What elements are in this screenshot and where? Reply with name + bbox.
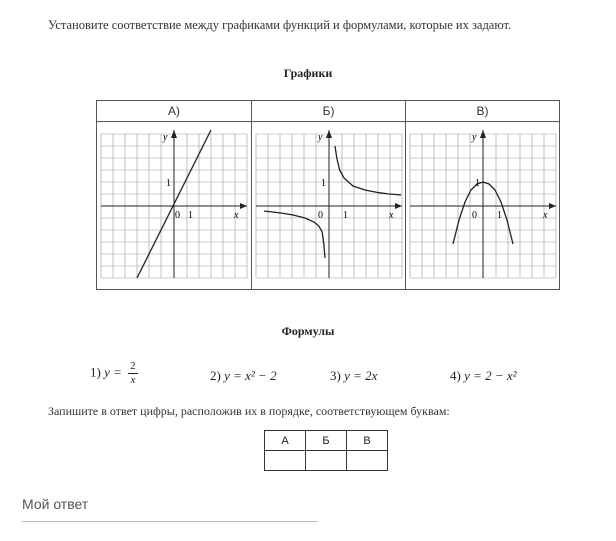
graph-a-tick-one-x: 1 bbox=[188, 210, 193, 221]
graph-a-tick-zero: 0 bbox=[175, 210, 180, 221]
graph-label-a: А) bbox=[97, 101, 251, 122]
graph-column-c bbox=[405, 101, 559, 289]
graph-b-plot bbox=[252, 122, 406, 290]
answer-header-a: А bbox=[265, 431, 306, 451]
formula-1-numerator: 2 bbox=[130, 360, 136, 372]
answer-header-c: В bbox=[347, 431, 388, 451]
graph-c-plot bbox=[406, 122, 560, 290]
formula-3-number: 3) bbox=[330, 368, 341, 383]
formula-3 bbox=[330, 368, 377, 384]
formula-2-number: 2) bbox=[210, 368, 221, 383]
formula-2-text: y = x² − 2 bbox=[224, 368, 277, 383]
graph-c-y-label: y bbox=[472, 132, 477, 143]
graph-b-tick-zero: 0 bbox=[318, 210, 323, 221]
graphs-table bbox=[96, 100, 560, 290]
graph-b-tick-one-y: 1 bbox=[321, 178, 326, 189]
graph-a-y-label: y bbox=[163, 132, 168, 143]
instruction-text: Запишите в ответ цифры, расположив их в порядке, соответствующем буквам: bbox=[48, 404, 450, 418]
formula-1-denominator: x bbox=[130, 374, 136, 386]
formula-4-text: y = 2 − x² bbox=[464, 368, 517, 383]
answer-cell-c bbox=[347, 451, 388, 471]
answer-table-header-row bbox=[265, 431, 388, 451]
formula-1-lhs: y = bbox=[104, 364, 122, 380]
graph-label-b: Б) bbox=[252, 101, 405, 122]
task-text: Установите соответствие между графиками функций и формулами, которые их задают. bbox=[48, 18, 512, 32]
formula-4 bbox=[450, 368, 517, 384]
graph-b-x-label: x bbox=[389, 210, 394, 221]
graph-c-x-label: x bbox=[543, 210, 548, 221]
answer-header-b: Б bbox=[306, 431, 347, 451]
graph-a-x-label: x bbox=[234, 210, 239, 221]
graph-c-tick-zero: 0 bbox=[472, 210, 477, 221]
graph-b-branch-right bbox=[335, 146, 401, 195]
answer-table-value-row bbox=[265, 451, 388, 471]
answer-cell-a bbox=[265, 451, 306, 471]
graphs-heading: Графики bbox=[283, 66, 333, 80]
graph-column-b bbox=[251, 101, 405, 289]
formula-3-text: y = 2x bbox=[344, 368, 378, 383]
formula-1-fraction bbox=[128, 361, 138, 386]
formula-1 bbox=[90, 361, 138, 386]
graph-a-tick-one-y: 1 bbox=[166, 178, 171, 189]
graph-column-a bbox=[97, 101, 251, 289]
formulas-heading: Формулы bbox=[281, 324, 335, 338]
graph-b-tick-one-x: 1 bbox=[343, 210, 348, 221]
answer-cell-b bbox=[306, 451, 347, 471]
graph-c-tick-one-y: 1 bbox=[475, 178, 480, 189]
answer-input[interactable] bbox=[22, 518, 318, 522]
formula-2 bbox=[210, 368, 277, 384]
graph-c-tick-one-x: 1 bbox=[497, 210, 502, 221]
graph-label-c: В) bbox=[406, 101, 559, 122]
my-answer-label: Мой ответ bbox=[22, 496, 89, 512]
answer-table bbox=[264, 430, 388, 471]
graph-a-plot bbox=[97, 122, 251, 290]
formula-1-number: 1) bbox=[90, 364, 101, 380]
graph-b-y-label: y bbox=[318, 132, 323, 143]
formula-4-number: 4) bbox=[450, 368, 461, 383]
